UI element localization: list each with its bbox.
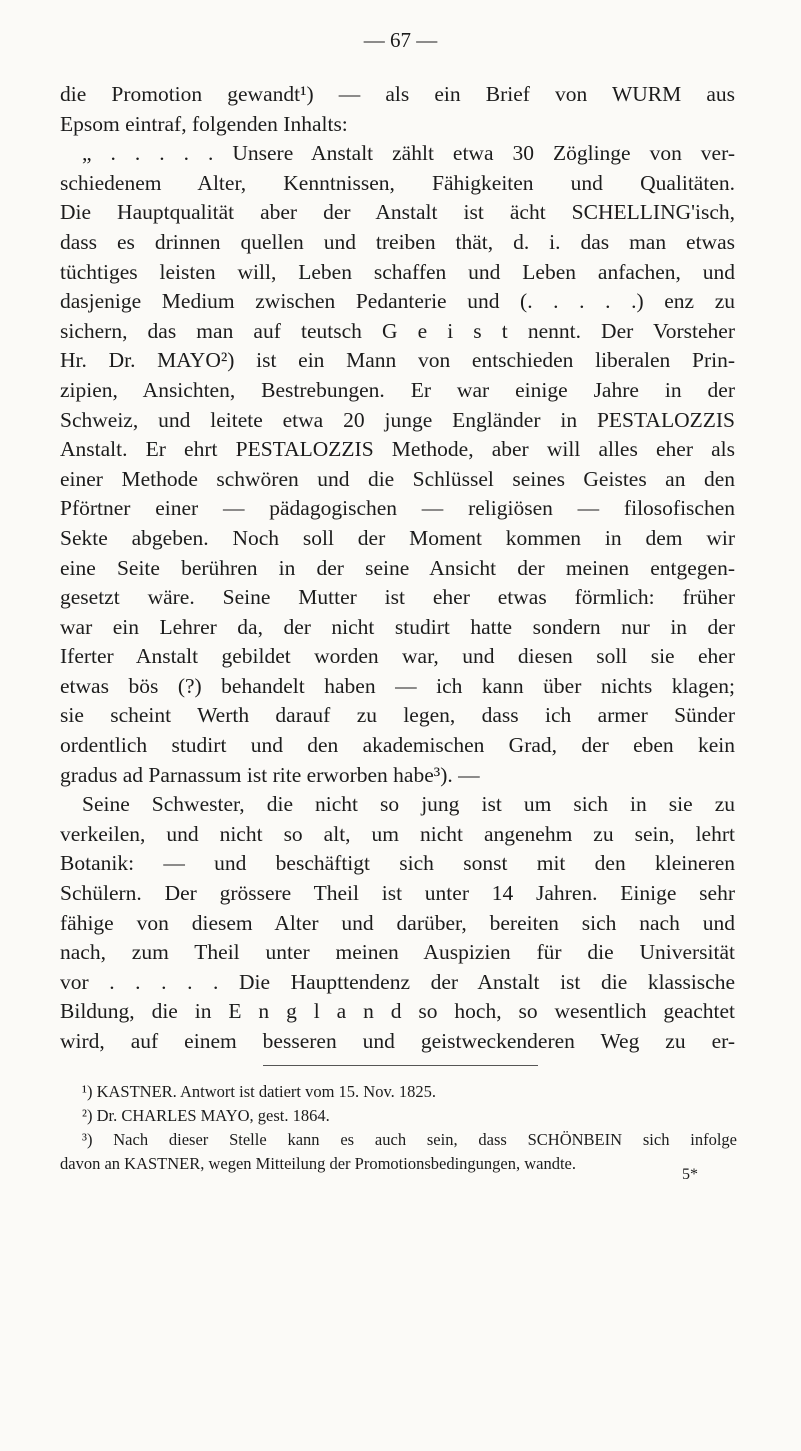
text-line: Schweiz, und leitete etwa 20 junge Engländer in PESTALOZZIS: [60, 407, 735, 432]
text-line: Sekte abgeben. Noch soll der Moment kommen in dem wir: [60, 525, 735, 550]
text-line: dasjenige Medium zwischen Pedanterie und (. . . . .) enz zu: [60, 289, 735, 314]
text-line: Pförtner einer — pädagogischen — religiösen — filosofischen: [60, 496, 735, 521]
footnote: ¹) KASTNER. Antwort ist datiert vom 15. Nov. 1825.: [82, 1082, 437, 1101]
text-line: einer Methode schwören und die Schlüssel seines Geistes an den: [60, 466, 735, 491]
text-line: wird, auf einem besseren und geistweckenderen Weg zu er-: [60, 1029, 735, 1053]
footnote-divider: [263, 1065, 538, 1066]
page-number: — 67 —: [363, 28, 438, 52]
signature-mark: 5*: [682, 1166, 698, 1183]
main-text: [60, 80, 735, 1057]
text-line: Bildung, die in E n g l a n d so hoch, so wesentlich geachtet: [60, 999, 735, 1024]
text-line: Epsom eintraf, folgenden Inhalts:: [60, 111, 348, 136]
text-line: dass es drinnen quellen und treiben thät, d. i. das man etwas: [60, 229, 735, 254]
text-line: eine Seite berühren in der seine Ansicht der meinen entgegen-: [60, 555, 735, 580]
text-line: fähige von diesem Alter und darüber, bereiten sich nach und: [60, 910, 735, 935]
text-line: etwas bös (?) behandelt haben — ich kann über nichts klagen;: [60, 673, 735, 698]
text-line: Botanik: — und beschäftigt sich sonst mit den kleineren: [60, 851, 735, 876]
text-line: „ . . . . . Unsere Anstalt zählt etwa 30 Zöglinge von ver-: [82, 141, 735, 166]
text-line: Schülern. Der grössere Theil ist unter 14 Jahren. Einige sehr: [60, 881, 735, 906]
footnotes: [60, 1080, 737, 1176]
text-line: Die Hauptqualität aber der Anstalt ist ächt SCHELLING'isch,: [60, 200, 735, 225]
footnote: ²) Dr. CHARLES MAYO, gest. 1864.: [82, 1106, 330, 1125]
text-line: nach, zum Theil unter meinen Auspizien für die Universität: [60, 940, 735, 965]
text-line: Hr. Dr. MAYO²) ist ein Mann von entschieden liberalen Prin-: [60, 348, 735, 373]
text-line: Seine Schwester, die nicht so jung ist um sich in sie zu: [82, 792, 735, 817]
text-line: Anstalt. Er ehrt PESTALOZZIS Methode, aber will alles eher als: [60, 437, 735, 462]
text-line: tüchtiges leisten will, Leben schaffen und Leben anfachen, und: [60, 259, 735, 284]
footnote: ³) Nach dieser Stelle kann es auch sein, dass SCHÖNBEIN sich infolge: [82, 1130, 737, 1149]
text-line: war ein Lehrer da, der nicht studirt hatte sondern nur in der: [60, 614, 735, 639]
text-line: gradus ad Parnassum ist rite erworben habe³). —: [60, 762, 480, 787]
text-line: sichern, das man auf teutsch G e i s t nennt. Der Vorsteher: [60, 318, 735, 343]
text-line: zipien, Ansichten, Bestrebungen. Er war einige Jahre in der: [60, 377, 735, 402]
text-line: gesetzt wäre. Seine Mutter ist eher etwas förmlich: früher: [60, 585, 735, 610]
text-line: verkeilen, und nicht so alt, um nicht angenehm zu sein, lehrt: [60, 821, 735, 846]
footnote: davon an KASTNER, wegen Mitteilung der Promotionsbedingungen, wandte.: [60, 1154, 577, 1173]
text-line: schiedenem Alter, Kenntnissen, Fähigkeiten und Qualitäten.: [60, 170, 735, 195]
text-line: Iferter Anstalt gebildet worden war, und diesen soll sie eher: [60, 644, 735, 669]
text-line: die Promotion gewandt¹) — als ein Brief von WURM aus: [60, 82, 735, 106]
text-line: ordentlich studirt und den akademischen Grad, der eben kein: [60, 733, 735, 758]
text-line: sie scheint Werth darauf zu legen, dass ich armer Sünder: [60, 703, 735, 728]
text-line: vor . . . . . Die Haupttendenz der Anstalt ist die klassische: [60, 969, 735, 994]
